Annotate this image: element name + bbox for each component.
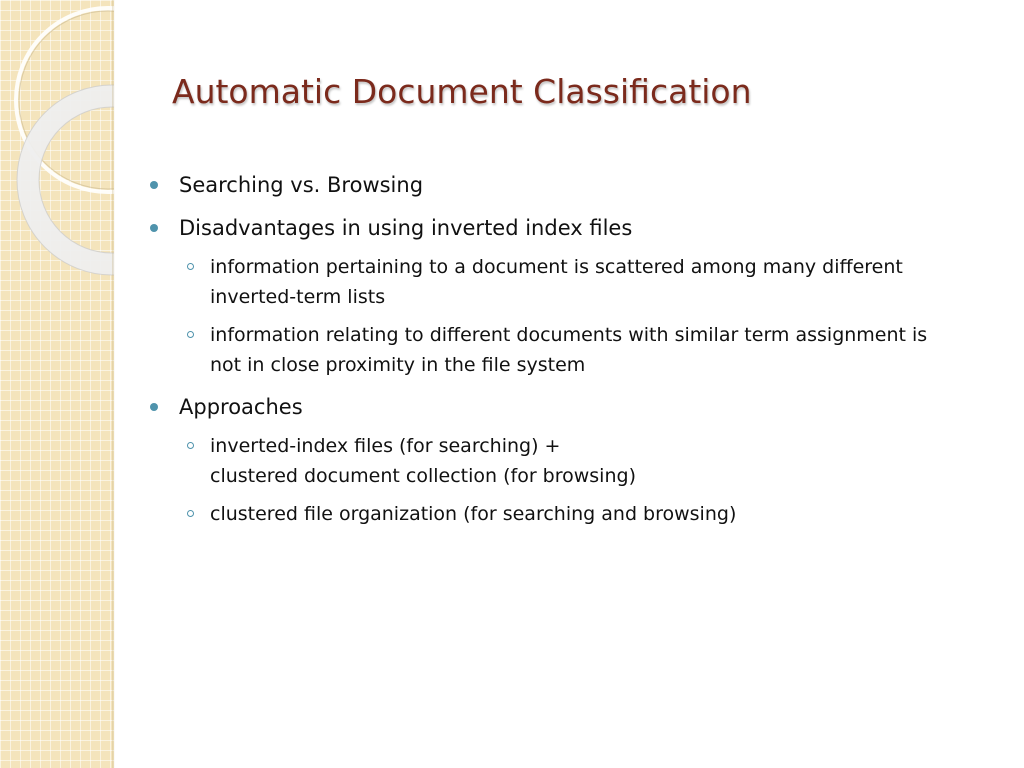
sub-bullet-text-line: inverted-index files (for searching) + [210, 435, 561, 457]
bullet-text: Disadvantages in using inverted index files [179, 216, 633, 240]
bullet-item [146, 170, 996, 201]
sub-bullet-circle-icon [187, 510, 194, 517]
decorative-side-panel [0, 0, 114, 768]
bullet-dot-icon [150, 224, 158, 232]
sub-bullet-text-line: inverted-term lists [210, 286, 386, 308]
bullet-list [146, 170, 996, 541]
bullet-text: Approaches [179, 395, 303, 419]
side-panel-edge [112, 0, 115, 768]
bullet-text: Searching vs. Browsing [179, 173, 424, 197]
sub-bullet-item [146, 499, 996, 529]
bullet-item [146, 213, 996, 244]
sub-bullet-item [146, 431, 996, 491]
sub-bullet-text-line: not in close proximity in the file system [210, 354, 586, 376]
sub-bullet-item [146, 252, 996, 312]
sub-bullet-circle-icon [187, 331, 194, 338]
bullet-item [146, 392, 996, 423]
slide-title: Automatic Document Classification [172, 72, 752, 111]
sub-bullet-item [146, 320, 996, 380]
sub-bullet-text-line: information pertaining to a document is scattered among many different [210, 256, 903, 278]
sub-bullet-text-line: clustered file organization (for searching and browsing) [210, 503, 737, 525]
sub-bullet-circle-icon [187, 263, 194, 270]
sub-bullet-circle-icon [187, 442, 194, 449]
sub-bullet-text-line: clustered document collection (for browsing) [210, 465, 636, 487]
bullet-dot-icon [150, 403, 158, 411]
bullet-dot-icon [150, 181, 158, 189]
sub-bullet-text-line: information relating to different documents with similar term assignment is [210, 324, 928, 346]
decorative-rings-icon [0, 0, 114, 300]
